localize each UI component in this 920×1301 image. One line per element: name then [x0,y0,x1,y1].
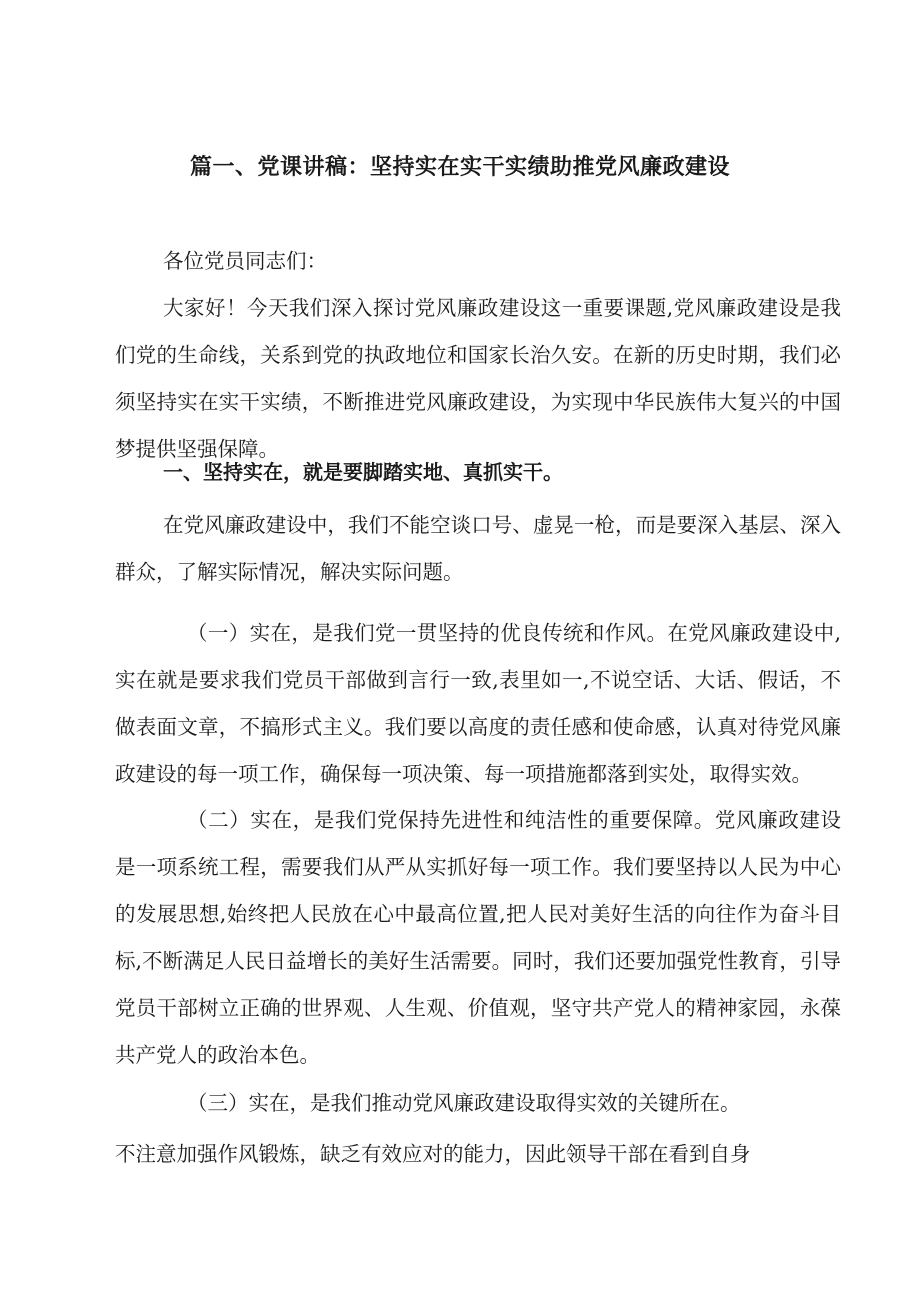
document-title: 篇一、党课讲稿：坚持实在实干实绩助推党风廉政建设 [189,155,730,180]
intro-paragraph: 大家好！今天我们深入探讨党风廉政建设这一重要课题,党风廉政建设是我们党的生命线，关系到党的执政地位和国家长治久安。在新的历史时期，我们必须坚持实在实干实绩，不断推进党风廉政建设，为实现中华民族伟大复兴的中国梦提供坚强保障。 [115,296,841,461]
trailing-paragraph: 不注意加强作风锻炼，缺乏有效应对的能力，因此领导干部在看到自身 [115,1142,751,1166]
point-2-paragraph: （二）实在，是我们党保持先进性和纯洁性的重要保障。党风廉政建设是一项系统工程，需要我们从严从实抓好每一项工作。我们要坚持以人民为中心的发展思想,始终把人民放在心中最高位置,把人民对美好生活的向往作为奋斗目标,不断满足人民日益增长的美好生活需要。同时，我们还要加强党性教育，引导党员干部树立正确的世界观、人生观、价值观，坚守共产党人的精神家园，永葆共产党人的政治本色。 [115,808,841,1067]
section-1-paragraph: 在党风廉政建设中，我们不能空谈口号、虚晃一枪，而是要深入基层、深入群众，了解实际情况，解决实际问题。 [115,513,841,584]
section-heading-1: 一、坚持实在，就是要脚踏实地、真抓实干。 [163,460,563,484]
point-3-paragraph: （三）实在，是我们推动党风廉政建设取得实效的关键所在。 [187,1091,741,1115]
greeting: 各位党员同志们： [163,249,327,273]
point-1-paragraph: （一）实在，是我们党一贯坚持的优良传统和作风。在党风廉政建设中,实在就是要求我们党员干部做到言行一致,表里如一,不说空话、大话、假话，不做表面文章，不搞形式主义。我们要以高度的责任感和使命感，认真对待党风廉政建设的每一项工作，确保每一项决策、每一项措施都落到实处，取得实效。 [115,621,841,786]
